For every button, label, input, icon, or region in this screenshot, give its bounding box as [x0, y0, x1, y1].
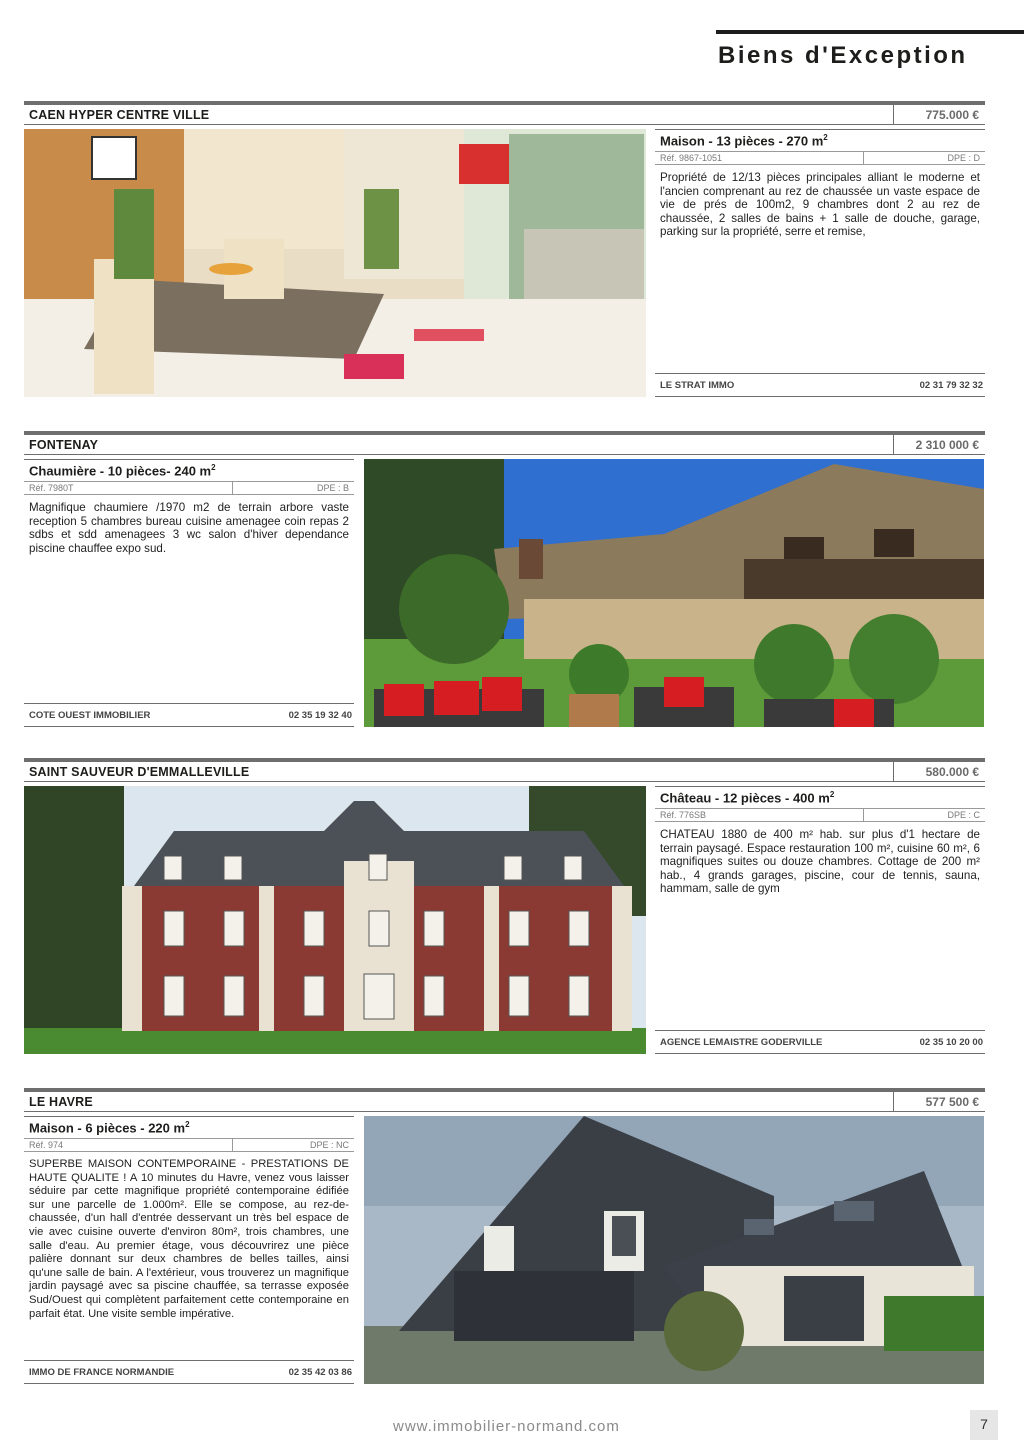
property-ref: Réf. 7980T: [29, 483, 74, 493]
listing-saint-sauveur: [24, 758, 985, 1056]
listing-city: LE HAVRE: [29, 1095, 93, 1109]
property-title: Maison - 13 pièces - 270 $m^2$: [655, 129, 985, 151]
page-number-box: [970, 1410, 998, 1440]
listing-header: [24, 431, 985, 455]
listing-fontenay: [24, 431, 985, 729]
property-dpe: DPE : C: [947, 810, 980, 820]
listing-info: [24, 459, 354, 727]
agency-name: AGENCE LEMAISTRE GODERVILLE: [660, 1037, 823, 1048]
agency-phone: 02 35 42 03 86: [288, 1367, 352, 1378]
listing-city: SAINT SAUVEUR D'EMMALLEVILLE: [29, 765, 250, 779]
agency-phone: 02 35 19 32 40: [288, 710, 352, 721]
agency-row: [655, 373, 985, 397]
agency-phone: 02 35 10 20 00: [919, 1037, 983, 1048]
agency-row: [24, 1360, 354, 1384]
listing-price: 580.000 €: [893, 762, 985, 781]
property-dpe: DPE : B: [316, 483, 349, 493]
property-photo-thatched-cottage: [364, 459, 984, 727]
property-photo-contemporary-house: [364, 1116, 984, 1384]
listing-caen: [24, 101, 985, 399]
listing-info: [24, 1116, 354, 1384]
agency-name: LE STRAT IMMO: [660, 380, 735, 391]
property-photo-interior: [24, 129, 646, 397]
property-title: Château - 12 pièces - 400 $m^2$: [655, 786, 985, 808]
ref-row: [24, 1138, 354, 1152]
page-title: Biens d'Exception: [718, 42, 968, 69]
property-ref: Réf. 974: [29, 1140, 64, 1150]
listing-price: 2 310 000 €: [893, 435, 985, 454]
agency-phone: 02 31 79 32 32: [919, 380, 983, 391]
property-title: Maison - 6 pièces - 220 $m^2$: [24, 1116, 354, 1138]
listing-info: [655, 129, 985, 397]
agency-row: [24, 703, 354, 727]
listing-city: FONTENAY: [29, 438, 99, 452]
listing-le-havre: [24, 1088, 985, 1386]
ref-row: [655, 808, 985, 822]
agency-row: [655, 1030, 985, 1054]
property-description: Magnifique chaumiere /1970 m2 de terrain arbore vaste reception 5 chambres bureau cuisine amenagee coin repas 2 sdbs et sdd amenagees 3 wc salon d'hiver dependance piscine chauffee expo sud.: [29, 501, 349, 555]
listing-header: [24, 101, 985, 125]
agency-name: IMMO DE FRANCE NORMANDIE: [29, 1367, 175, 1378]
listing-header: [24, 1088, 985, 1112]
listing-info: [655, 786, 985, 1054]
property-photo-chateau: [24, 786, 646, 1054]
property-dpe: DPE : D: [947, 153, 980, 163]
property-description: SUPERBE MAISON CONTEMPORAINE - PRESTATIONS DE HAUTE QUALITE ! A 10 minutes du Havre, venez vous laisser séduire par cette magnifique propriété contemporaine édifiée sur une parcelle de 1.000m². Elle se compose, au rez-de-chaussée, d'un hall d'entrée desservant un très bel espace de vie avec cuisine ouverte d'environ 80m², trois chambres, une salle d'eau. Au premier étage, vous découvrirez une pièce palière donnant sur deux chambres de belles tailles, ainsi qu'une salle de bain. A l'extérieur, vous trouverez un magnifique jardin paysagé avec sa piscine chauffée, sa terrasse exposée Sud/Ouest qui complètent parfaitement cette contemporaine en parfait état. Une visite semble impérative.: [29, 1158, 349, 1320]
property-dpe: DPE : NC: [309, 1140, 349, 1150]
property-ref: Réf. 9867-1051: [660, 153, 723, 163]
listing-city: CAEN HYPER CENTRE VILLE: [29, 108, 210, 122]
page-number: 7: [980, 1416, 988, 1432]
property-description: CHATEAU 1880 de 400 m² hab. sur plus d'1 hectare de terrain paysagé. Espace restauration 100 m², cuisine 60 m², 6 magnifiques suites ou douze chambres. Cottage de 200 m² hab., 4 grands garages, piscine, cour de tennis, sauna, hammam, salle de gym: [660, 828, 980, 896]
agency-name: COTE OUEST IMMOBILIER: [29, 710, 151, 721]
property-title: Chaumière - 10 pièces- 240 $m^2$: [24, 459, 354, 481]
footer-url[interactable]: www.immobilier-normand.com: [393, 1418, 620, 1435]
ref-row: [24, 481, 354, 495]
header-rule: [716, 30, 1024, 34]
property-ref: Réf. 776SB: [660, 810, 707, 820]
listing-price: 577 500 €: [893, 1092, 985, 1111]
listing-header: [24, 758, 985, 782]
ref-row: [655, 151, 985, 165]
property-description: Propriété de 12/13 pièces principales alliant le moderne et l'ancien comprenant au rez de chaussée un vaste espace de vie de prés de 100m2, 9 chambres dont 2 au rez de chaussée, 2 salles de bains + 1 salle de douche, garage, parking sur la propriété, serre et remise,: [660, 171, 980, 239]
listing-price: 775.000 €: [893, 105, 985, 124]
